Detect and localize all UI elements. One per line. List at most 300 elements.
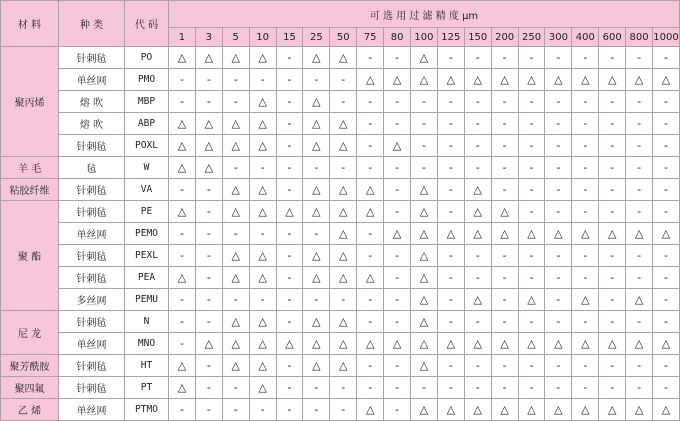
precision-value-cell: - (518, 135, 545, 157)
kind-cell: 针刺毡 (59, 135, 125, 157)
precision-value-cell: △ (464, 179, 491, 201)
precision-value-cell: - (169, 91, 196, 113)
table-row (1, 377, 680, 399)
precision-value-cell: △ (195, 333, 222, 355)
precision-value-cell: - (222, 69, 249, 91)
precision-value-cell: △ (411, 311, 438, 333)
precision-value-cell: △ (572, 223, 599, 245)
precision-value-cell: - (303, 223, 330, 245)
precision-header-cell: 80 (384, 28, 411, 47)
precision-value-cell: - (411, 113, 438, 135)
precision-value-cell: - (491, 267, 518, 289)
precision-value-cell: - (276, 245, 303, 267)
precision-value-cell: △ (572, 69, 599, 91)
table-row (1, 333, 680, 355)
precision-value-cell: - (518, 91, 545, 113)
precision-value-cell: - (545, 201, 572, 223)
precision-value-cell: - (437, 157, 464, 179)
precision-value-cell: △ (169, 377, 196, 399)
kind-cell: 单丝网 (59, 69, 125, 91)
precision-value-cell: △ (330, 113, 357, 135)
precision-value-cell: - (437, 267, 464, 289)
precision-value-cell: - (195, 267, 222, 289)
precision-value-cell: △ (491, 69, 518, 91)
kind-cell: 熔 吹 (59, 91, 125, 113)
precision-value-cell: - (626, 201, 653, 223)
precision-value-cell: - (357, 91, 384, 113)
table-row (1, 69, 680, 91)
precision-value-cell: - (195, 355, 222, 377)
precision-value-cell: - (357, 47, 384, 69)
precision-value-cell: △ (169, 47, 196, 69)
precision-value-cell: - (599, 47, 626, 69)
precision-value-cell: - (249, 69, 276, 91)
precision-value-cell: - (464, 377, 491, 399)
precision-value-cell: △ (599, 69, 626, 91)
kind-cell: 单丝网 (59, 399, 125, 421)
precision-value-cell: △ (384, 135, 411, 157)
material-cell: 聚丙烯 (1, 47, 59, 157)
table-row (1, 157, 680, 179)
kind-cell: 单丝网 (59, 223, 125, 245)
table-row (1, 113, 680, 135)
precision-value-cell: - (169, 289, 196, 311)
precision-value-cell: - (437, 245, 464, 267)
precision-value-cell: - (384, 157, 411, 179)
precision-value-cell: - (169, 245, 196, 267)
precision-value-cell: △ (437, 333, 464, 355)
precision-value-cell: △ (222, 333, 249, 355)
precision-value-cell: - (599, 311, 626, 333)
precision-value-cell: △ (330, 135, 357, 157)
precision-header-cell: 50 (330, 28, 357, 47)
precision-value-cell: - (545, 47, 572, 69)
precision-value-cell: △ (572, 399, 599, 421)
precision-value-cell: △ (222, 201, 249, 223)
precision-value-cell: - (599, 135, 626, 157)
precision-value-cell: △ (626, 223, 653, 245)
code-cell: PE (125, 201, 169, 223)
precision-value-cell: △ (599, 399, 626, 421)
precision-value-cell: △ (464, 289, 491, 311)
precision-value-cell: - (330, 377, 357, 399)
precision-value-cell: - (518, 113, 545, 135)
code-cell: N (125, 311, 169, 333)
precision-value-cell: - (626, 355, 653, 377)
precision-value-cell: △ (572, 289, 599, 311)
precision-value-cell: - (195, 289, 222, 311)
precision-value-cell: - (330, 69, 357, 91)
precision-value-cell: △ (464, 399, 491, 421)
precision-value-cell: △ (653, 69, 680, 91)
material-cell: 聚芳酰胺 (1, 355, 59, 377)
precision-value-cell: - (653, 91, 680, 113)
precision-value-cell: - (169, 311, 196, 333)
precision-value-cell: - (491, 377, 518, 399)
precision-value-cell: - (626, 311, 653, 333)
precision-value-cell: △ (169, 267, 196, 289)
precision-value-cell: △ (384, 333, 411, 355)
precision-value-cell: △ (384, 69, 411, 91)
precision-value-cell: △ (411, 267, 438, 289)
precision-value-cell: - (357, 377, 384, 399)
precision-value-cell: - (357, 157, 384, 179)
precision-value-cell: - (276, 113, 303, 135)
precision-value-cell: - (169, 69, 196, 91)
precision-value-cell: △ (303, 333, 330, 355)
precision-value-cell: - (491, 135, 518, 157)
precision-value-cell: - (384, 355, 411, 377)
table-row (1, 311, 680, 333)
precision-value-cell: △ (276, 333, 303, 355)
precision-value-cell: - (276, 91, 303, 113)
precision-value-cell: △ (249, 245, 276, 267)
precision-value-cell: △ (491, 399, 518, 421)
precision-value-cell: - (545, 135, 572, 157)
precision-value-cell: - (572, 91, 599, 113)
precision-value-cell: - (653, 47, 680, 69)
precision-value-cell: △ (330, 355, 357, 377)
precision-value-cell: - (599, 91, 626, 113)
precision-value-cell: - (491, 311, 518, 333)
precision-value-cell: - (653, 179, 680, 201)
precision-header-cell: 100 (411, 28, 438, 47)
precision-value-cell: - (464, 267, 491, 289)
material-cell: 聚 酯 (1, 201, 59, 311)
precision-value-cell: △ (330, 201, 357, 223)
precision-header-cell: 75 (357, 28, 384, 47)
precision-value-cell: - (195, 201, 222, 223)
precision-value-cell: - (545, 245, 572, 267)
precision-value-cell: - (572, 355, 599, 377)
precision-value-cell: △ (195, 157, 222, 179)
precision-value-cell: △ (330, 179, 357, 201)
precision-value-cell: - (437, 91, 464, 113)
precision-value-cell: - (249, 289, 276, 311)
material-cell: 聚四氟 (1, 377, 59, 399)
precision-value-cell: △ (330, 267, 357, 289)
precision-value-cell: - (572, 135, 599, 157)
precision-value-cell: - (276, 289, 303, 311)
precision-value-cell: - (464, 91, 491, 113)
precision-value-cell: - (653, 289, 680, 311)
precision-value-cell: - (626, 47, 653, 69)
precision-header-cell: 400 (572, 28, 599, 47)
precision-value-cell: - (222, 91, 249, 113)
precision-value-cell: - (195, 311, 222, 333)
precision-value-cell: △ (626, 399, 653, 421)
precision-value-cell: △ (249, 47, 276, 69)
precision-value-cell: - (545, 179, 572, 201)
precision-value-cell: - (437, 377, 464, 399)
precision-value-cell: - (276, 399, 303, 421)
precision-value-cell: - (491, 179, 518, 201)
precision-value-cell: - (384, 179, 411, 201)
precision-value-cell: - (303, 377, 330, 399)
precision-value-cell: △ (249, 311, 276, 333)
code-cell: ABP (125, 113, 169, 135)
precision-value-cell: - (626, 91, 653, 113)
precision-value-cell: △ (384, 223, 411, 245)
precision-value-cell: △ (330, 333, 357, 355)
precision-value-cell: - (276, 267, 303, 289)
material-cell: 尼 龙 (1, 311, 59, 355)
precision-value-cell: △ (626, 69, 653, 91)
precision-value-cell: - (195, 245, 222, 267)
precision-value-cell: △ (303, 179, 330, 201)
precision-value-cell: - (357, 311, 384, 333)
kind-cell: 针刺毡 (59, 245, 125, 267)
precision-value-cell: - (653, 245, 680, 267)
precision-value-cell: - (384, 377, 411, 399)
precision-value-cell: △ (464, 201, 491, 223)
precision-value-cell: - (169, 179, 196, 201)
precision-value-cell: - (599, 157, 626, 179)
precision-value-cell: △ (357, 267, 384, 289)
precision-value-cell: △ (169, 113, 196, 135)
precision-value-cell: - (545, 355, 572, 377)
precision-value-cell: - (599, 355, 626, 377)
precision-value-cell: - (384, 289, 411, 311)
precision-value-cell: △ (518, 399, 545, 421)
kind-cell: 针刺毡 (59, 355, 125, 377)
precision-value-cell: - (518, 377, 545, 399)
precision-value-cell: △ (222, 267, 249, 289)
precision-value-cell: - (411, 91, 438, 113)
precision-value-cell: - (491, 47, 518, 69)
precision-value-cell: - (249, 157, 276, 179)
precision-value-cell: - (357, 355, 384, 377)
kind-cell: 针刺毡 (59, 179, 125, 201)
precision-value-cell: △ (437, 399, 464, 421)
precision-value-cell: - (653, 355, 680, 377)
precision-value-cell: - (464, 355, 491, 377)
precision-header-cell: 150 (464, 28, 491, 47)
precision-value-cell: △ (518, 289, 545, 311)
code-cell: W (125, 157, 169, 179)
kind-cell: 熔 吹 (59, 113, 125, 135)
precision-value-cell: △ (491, 333, 518, 355)
precision-value-cell: - (545, 113, 572, 135)
precision-value-cell: - (330, 157, 357, 179)
precision-value-cell: - (195, 223, 222, 245)
precision-value-cell: - (599, 267, 626, 289)
precision-value-cell: △ (464, 333, 491, 355)
precision-value-cell: - (545, 91, 572, 113)
precision-header-cell: 15 (276, 28, 303, 47)
precision-header-cell: 10 (249, 28, 276, 47)
precision-value-cell: - (545, 311, 572, 333)
table-row (1, 289, 680, 311)
precision-value-cell: △ (330, 311, 357, 333)
header-kind: 种 类 (59, 1, 125, 47)
precision-value-cell: - (222, 377, 249, 399)
precision-value-cell: - (276, 157, 303, 179)
precision-value-cell: △ (249, 113, 276, 135)
precision-value-cell: - (437, 47, 464, 69)
precision-value-cell: - (330, 289, 357, 311)
precision-value-cell: - (411, 157, 438, 179)
precision-value-cell: - (653, 113, 680, 135)
precision-value-cell: - (276, 377, 303, 399)
table-row (1, 47, 680, 69)
precision-value-cell: △ (437, 223, 464, 245)
precision-value-cell: △ (169, 355, 196, 377)
precision-value-cell: - (599, 377, 626, 399)
precision-value-cell: △ (303, 311, 330, 333)
precision-value-cell: - (276, 311, 303, 333)
precision-value-cell: - (384, 399, 411, 421)
table-row (1, 223, 680, 245)
precision-value-cell: - (599, 179, 626, 201)
precision-value-cell: △ (626, 333, 653, 355)
precision-value-cell: - (303, 289, 330, 311)
precision-value-cell: - (222, 289, 249, 311)
precision-value-cell: △ (222, 135, 249, 157)
precision-value-cell: △ (411, 399, 438, 421)
precision-header-cell: 125 (437, 28, 464, 47)
precision-value-cell: △ (518, 223, 545, 245)
code-cell: PTMO (125, 399, 169, 421)
precision-value-cell: - (626, 179, 653, 201)
precision-value-cell: △ (357, 333, 384, 355)
precision-value-cell: - (437, 135, 464, 157)
precision-value-cell: - (464, 245, 491, 267)
precision-value-cell: - (357, 113, 384, 135)
precision-value-cell: - (653, 377, 680, 399)
precision-value-cell: △ (303, 91, 330, 113)
precision-value-cell: △ (330, 245, 357, 267)
header-precision-title: 可 选 用 过 滤 精 度 μm (169, 1, 680, 28)
precision-value-cell: △ (249, 377, 276, 399)
precision-value-cell: - (626, 377, 653, 399)
precision-value-cell: - (195, 179, 222, 201)
header-material: 材 料 (1, 1, 59, 47)
precision-value-cell: - (276, 223, 303, 245)
precision-value-cell: - (384, 311, 411, 333)
precision-value-cell: - (169, 399, 196, 421)
precision-value-cell: △ (518, 333, 545, 355)
precision-value-cell: △ (411, 289, 438, 311)
precision-value-cell: - (518, 201, 545, 223)
precision-value-cell: △ (545, 223, 572, 245)
precision-value-cell: △ (303, 267, 330, 289)
precision-value-cell: - (195, 91, 222, 113)
table-row (1, 399, 680, 421)
material-cell: 乙 烯 (1, 399, 59, 421)
kind-cell: 针刺毡 (59, 201, 125, 223)
code-cell: PEA (125, 267, 169, 289)
precision-value-cell: - (599, 201, 626, 223)
kind-cell: 多丝网 (59, 289, 125, 311)
precision-value-cell: - (545, 157, 572, 179)
code-cell: HT (125, 355, 169, 377)
precision-value-cell: - (276, 179, 303, 201)
precision-value-cell: △ (599, 333, 626, 355)
code-cell: PEXL (125, 245, 169, 267)
precision-value-cell: △ (357, 179, 384, 201)
precision-value-cell: △ (249, 91, 276, 113)
precision-value-cell: △ (222, 245, 249, 267)
precision-value-cell: - (653, 267, 680, 289)
precision-value-cell: △ (303, 135, 330, 157)
precision-value-cell: - (599, 289, 626, 311)
precision-value-cell: - (384, 201, 411, 223)
table-row (1, 201, 680, 223)
precision-value-cell: △ (411, 245, 438, 267)
precision-header-cell: 1 (169, 28, 196, 47)
precision-value-cell: - (384, 245, 411, 267)
precision-header-cell: 200 (491, 28, 518, 47)
precision-value-cell: △ (195, 135, 222, 157)
precision-header-cell: 3 (195, 28, 222, 47)
precision-value-cell: - (330, 91, 357, 113)
precision-value-cell: - (572, 47, 599, 69)
precision-value-cell: - (169, 223, 196, 245)
precision-value-cell: △ (249, 135, 276, 157)
precision-value-cell: △ (357, 69, 384, 91)
precision-value-cell: △ (276, 201, 303, 223)
code-cell: POXL (125, 135, 169, 157)
precision-value-cell: - (464, 157, 491, 179)
code-cell: PT (125, 377, 169, 399)
precision-value-cell: - (303, 157, 330, 179)
kind-cell: 针刺毡 (59, 311, 125, 333)
precision-value-cell: △ (169, 135, 196, 157)
precision-value-cell: - (572, 377, 599, 399)
kind-cell: 单丝网 (59, 333, 125, 355)
precision-value-cell: - (491, 91, 518, 113)
precision-value-cell: △ (249, 201, 276, 223)
precision-value-cell: △ (303, 113, 330, 135)
table-row (1, 267, 680, 289)
precision-value-cell: △ (491, 223, 518, 245)
precision-value-cell: - (437, 355, 464, 377)
precision-value-cell: - (357, 245, 384, 267)
code-cell: PMO (125, 69, 169, 91)
code-cell: MBP (125, 91, 169, 113)
precision-value-cell: △ (411, 179, 438, 201)
precision-value-cell: △ (330, 223, 357, 245)
precision-value-cell: - (276, 135, 303, 157)
precision-value-cell: △ (411, 69, 438, 91)
precision-value-cell: - (518, 157, 545, 179)
precision-value-cell: △ (599, 223, 626, 245)
precision-value-cell: △ (518, 69, 545, 91)
precision-value-cell: △ (491, 201, 518, 223)
precision-value-cell: △ (222, 47, 249, 69)
precision-header-cell: 300 (545, 28, 572, 47)
precision-value-cell: - (222, 157, 249, 179)
precision-value-cell: - (276, 69, 303, 91)
precision-value-cell: △ (222, 179, 249, 201)
precision-value-cell: △ (249, 267, 276, 289)
precision-value-cell: - (491, 289, 518, 311)
precision-value-cell: △ (330, 47, 357, 69)
precision-value-cell: - (169, 333, 196, 355)
precision-value-cell: - (411, 135, 438, 157)
table-row (1, 135, 680, 157)
precision-value-cell: - (518, 267, 545, 289)
precision-value-cell: - (464, 47, 491, 69)
precision-value-cell: - (626, 157, 653, 179)
precision-value-cell: - (518, 179, 545, 201)
table-row (1, 91, 680, 113)
precision-value-cell: - (357, 223, 384, 245)
precision-value-cell: - (437, 179, 464, 201)
precision-header-cell: 600 (599, 28, 626, 47)
material-cell: 粘胶纤维 (1, 179, 59, 201)
